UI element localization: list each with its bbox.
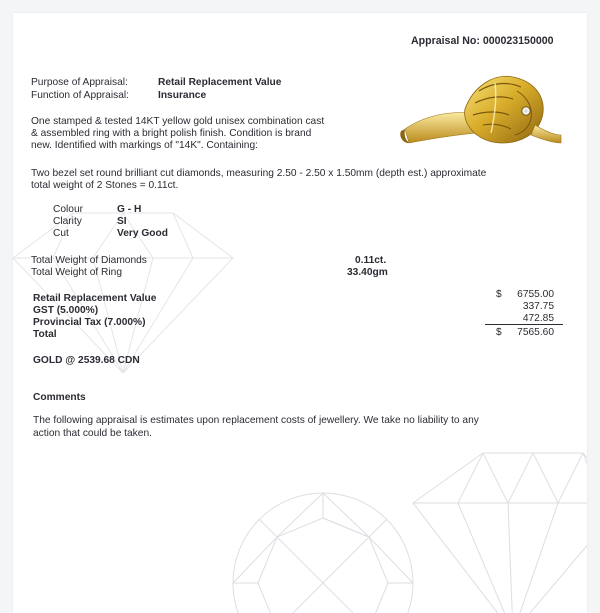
weight-diamonds-value: 0.11ct. xyxy=(355,255,387,266)
watermark-diamond-profile xyxy=(413,453,587,613)
function-label: Function of Appraisal: xyxy=(31,90,129,101)
grading-clarity-value: SI xyxy=(117,216,127,227)
purpose-label: Purpose of Appraisal: xyxy=(31,77,128,88)
price-gst-label: GST (5.000%) xyxy=(33,305,99,316)
price-retail-value: 6755.00 xyxy=(517,289,554,300)
watermark-diamond-round xyxy=(233,493,413,613)
grading-colour-label: Colour xyxy=(53,204,84,215)
weight-diamonds-label: Total Weight of Diamonds xyxy=(31,255,147,266)
ring-photo xyxy=(395,69,563,155)
grading-clarity-label: Clarity xyxy=(53,216,82,227)
gold-price: GOLD @ 2539.68 CDN xyxy=(33,355,140,366)
purpose-value: Retail Replacement Value xyxy=(158,77,282,88)
description-line-3: new. Identified with markings of "14K". Containing: xyxy=(31,140,258,151)
price-total-currency: $ xyxy=(496,327,502,338)
price-provincial-tax-value: 472.85 xyxy=(522,313,554,324)
price-retail-label: Retail Replacement Value xyxy=(33,293,157,304)
weight-ring-label: Total Weight of Ring xyxy=(31,267,122,278)
stones-line-1: Two bezel set round brilliant cut diamonds, measuring 2.50 - 2.50 x 1.50mm (depth est.) approximate xyxy=(31,168,487,179)
comments-line-1: The following appraisal is estimates upon replacement costs of jewellery. We take no liability to any xyxy=(33,415,479,426)
price-total-value: 7565.60 xyxy=(517,327,554,338)
grading-cut-value: Very Good xyxy=(117,228,168,239)
grading-colour-value: G - H xyxy=(117,204,142,215)
stones-line-2: total weight of 2 Stones = 0.11ct. xyxy=(31,180,179,191)
price-gst-value: 337.75 xyxy=(522,301,554,312)
comments-line-2: action that could be taken. xyxy=(33,428,152,439)
appraisal-number: Appraisal No: 000023150000 xyxy=(411,35,554,47)
grading-cut-label: Cut xyxy=(53,228,69,239)
subtotal-underline xyxy=(485,324,563,325)
description-line-2: & assembled ring with a bright polish finish. Condition is brand xyxy=(31,128,312,139)
weight-ring-value: 33.40gm xyxy=(347,267,388,278)
price-retail-currency: $ xyxy=(496,289,502,300)
price-total-label: Total xyxy=(33,329,57,340)
comments-heading: Comments xyxy=(33,392,86,403)
description-line-1: One stamped & tested 14KT yellow gold unisex combination cast xyxy=(31,116,325,127)
appraisal-document xyxy=(13,13,587,613)
price-provincial-tax-label: Provincial Tax (7.000%) xyxy=(33,317,146,328)
function-value: Insurance xyxy=(158,90,207,101)
